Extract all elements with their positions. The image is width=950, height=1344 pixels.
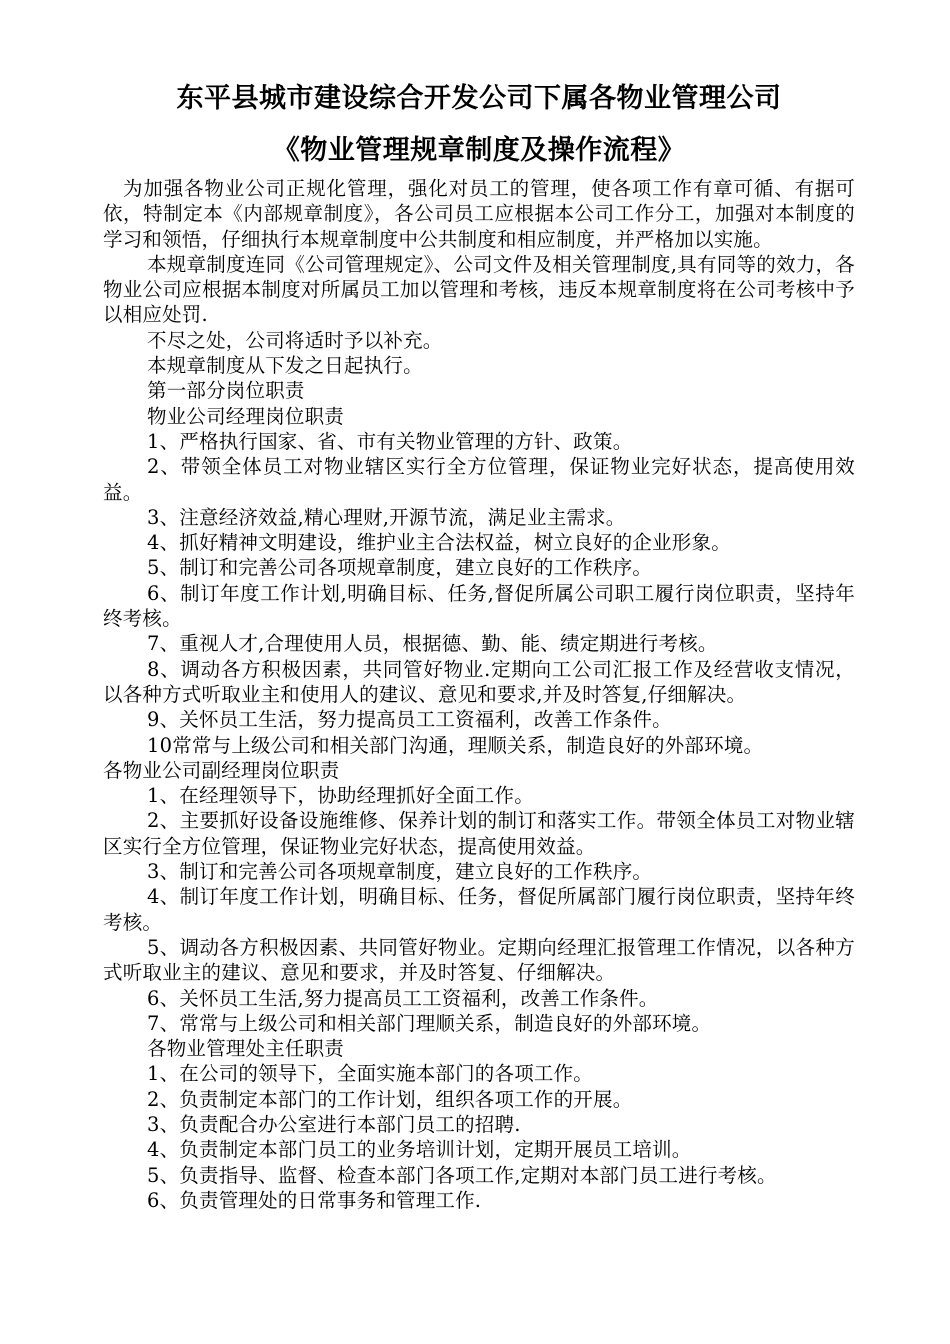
- paragraph: 3、制订和完善公司各项规章制度，建立良好的工作秩序。: [147, 860, 653, 884]
- paragraph: 9、关怀员工生活，努力提高员工工资福利，改善工作条件。: [147, 708, 672, 732]
- document-title: 东平县城市建设综合开发公司下属各物业管理公司: [176, 83, 782, 114]
- paragraph: 5、负责指导、监督、检查本部门各项工作,定期对本部门员工进行考核。: [147, 1163, 777, 1187]
- document-subtitle: 《物业管理规章制度及操作流程》: [272, 135, 686, 166]
- paragraph: 2、带领全体员工对物业辖区实行全方位管理，保证物业完好状态，提高使用效益。: [103, 455, 855, 504]
- paragraph: 7、重视人才,合理使用人员，根据德、勤、能、绩定期进行考核。: [147, 632, 718, 656]
- paragraph: 1、在公司的领导下，全面实施本部门的各项工作。: [147, 1062, 594, 1086]
- paragraph: 各物业管理处主任职责: [147, 1037, 345, 1061]
- paragraph: 1、在经理领导下，协助经理抓好全面工作。: [147, 784, 534, 808]
- paragraph: 为加强各物业公司正规化管理，强化对员工的管理，使各项工作有章可循、有据可依，特制定本《内部规章制度》，各公司员工应根据本公司工作分工，加强对本制度的学习和领悟，仔细执行本规章制度中公共制度和相应制度，并严格加以实施。: [103, 177, 855, 251]
- paragraph: 4、制订年度工作计划，明确目标、任务，督促所属部门履行岗位职责，坚持年终考核。: [103, 885, 855, 934]
- paragraph: 本规章制度连同《公司管理规定》、公司文件及相关管理制度,具有同等的效力，各物业公司应根据本制度对所属员工加以管理和考核，违反本规章制度将在公司考核中予以相应处罚.: [103, 252, 855, 327]
- paragraph: 第一部分岗位职责: [147, 379, 305, 403]
- paragraph: 物业公司经理岗位职责: [147, 404, 345, 428]
- paragraph: 1、严格执行国家、省、市有关物业管理的方针、政策。: [147, 429, 633, 453]
- paragraph: 3、注意经济效益,精心理财,开源节流，满足业主需求。: [147, 505, 626, 529]
- paragraph: 5、调动各方积极因素、共同管好物业。定期向经理汇报管理工作情况，以各种方式听取业主的建议、意见和要求，并及时答复、仔细解决。: [103, 935, 855, 985]
- paragraph: 10常常与上级公司和相关部门沟通，理顺关系，制造良好的外部环境。: [147, 733, 764, 757]
- paragraph: 4、负责制定本部门员工的业务培训计划，定期开展员工培训。: [147, 1138, 692, 1162]
- paragraph: 2、负责制定本部门的工作计划，组织各项工作的开展。: [147, 1087, 633, 1111]
- paragraph: 不尽之处，公司将适时予以补充。: [147, 328, 443, 352]
- paragraph: 各物业公司副经理岗位职责: [103, 758, 340, 782]
- document-body: [103, 176, 855, 1213]
- paragraph: 6、负责管理处的日常事务和管理工作.: [147, 1188, 482, 1212]
- paragraph: 2、主要抓好设备设施维修、保养计划的制订和落实工作。带领全体员工对物业辖区实行全方位管理，保证物业完好状态，提高使用效益。: [103, 809, 855, 858]
- paragraph: 本规章制度从下发之日起执行。: [147, 354, 423, 378]
- paragraph: 3、负责配合办公室进行本部门员工的招聘.: [147, 1112, 521, 1136]
- paragraph: 6、制订年度工作计划,明确目标、任务,督促所属公司职工履行岗位职责，坚持年终考核。: [103, 581, 855, 631]
- paragraph: 7、常常与上级公司和相关部门理顺关系，制造良好的外部环境。: [147, 1011, 712, 1035]
- paragraph: 5、制订和完善公司各项规章制度，建立良好的工作秩序。: [147, 556, 653, 580]
- paragraph: 8、调动各方积极因素，共同管好物业.定期向工公司汇报工作及经营收支情况，以各种方式听取业主和使用人的建议、意见和要求,并及时答复,仔细解决。: [103, 657, 855, 706]
- paragraph: 4、抓好精神文明建设，维护业主合法权益，树立良好的企业形象。: [147, 531, 731, 555]
- document-page: [103, 78, 855, 1213]
- paragraph: 6、关怀员工生活,努力提高员工工资福利，改善工作条件。: [147, 986, 659, 1010]
